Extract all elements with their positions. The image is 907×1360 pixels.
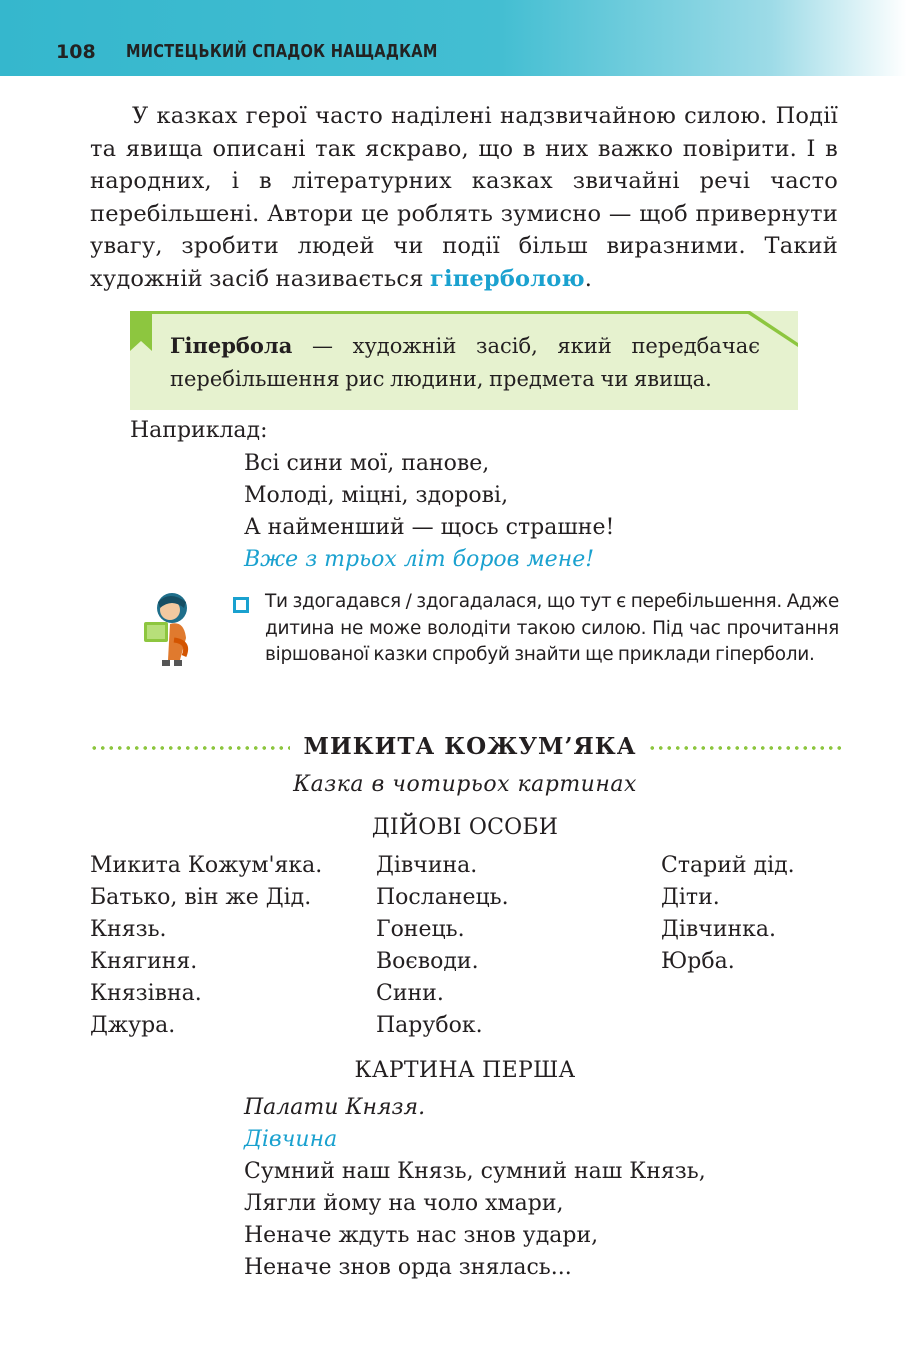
person-item: Дівчина. (376, 853, 478, 878)
intro-paragraph (90, 100, 838, 296)
person-item: Діти. (661, 885, 720, 910)
intro-end: . (584, 265, 593, 292)
person-item: Княгиня. (90, 949, 198, 974)
page-header (0, 0, 907, 76)
poem-line: Всі сини мої, панове, (244, 451, 490, 476)
person-item: Джура. (90, 1013, 176, 1038)
note-bullet-icon (233, 597, 249, 613)
dotted-divider-left (90, 746, 290, 750)
definition-text (170, 329, 760, 396)
scene-text (244, 1092, 706, 1284)
scene-heading: КАРТИНА ПЕРША (354, 1058, 576, 1083)
definition-term: Гіпербола (170, 333, 293, 358)
example-label: Наприклад: (130, 418, 268, 443)
poem-line-highlight: Вже з трьох літ боров мене! (244, 547, 595, 572)
person-item: Сини. (376, 981, 444, 1006)
note-text: Ти здогадався / здогадалася, що тут є перебільшення. Адже дитина не може володіти такою силою. Під час прочитання віршованої казки спробуй знайти ще приклади гіперболи. (265, 591, 839, 665)
person-item: Князівна. (90, 981, 202, 1006)
person-item: Микита Кожум'яка. (90, 853, 323, 878)
definition-body: — художній засіб, який передбачає перебільшення рис людини, предмета чи явища. (170, 334, 760, 391)
speaker-name: Дівчина (244, 1127, 338, 1152)
term-highlight: гіперболою (429, 265, 585, 292)
play-subtitle: Казка в чотирьох картинах (293, 772, 637, 797)
stage-direction: Палати Князя. (244, 1095, 426, 1120)
poem-line: Молоді, міцні, здорові, (244, 483, 509, 508)
person-item: Батько, він же Дід. (90, 885, 312, 910)
page-number: 108 (56, 41, 96, 63)
verse-line: Лягли йому на чоло хмари, (244, 1191, 564, 1216)
persons-heading: ДІЙОВІ ОСОБИ (371, 815, 559, 840)
definition-box (130, 311, 798, 410)
persons-column-3 (661, 850, 795, 978)
verse-line: Неначе ждуть нас знов удари, (244, 1223, 599, 1248)
play-title: МИКИТА КОЖУМ’ЯКА (303, 733, 637, 760)
persons-column-1 (90, 850, 322, 1042)
person-item: Гонець. (376, 917, 465, 942)
section-title: МИСТЕЦЬКИЙ СПАДОК НАЩАДКАМ (126, 41, 438, 62)
example-poem (244, 448, 614, 576)
reading-character-icon (140, 590, 196, 668)
verse-line: Сумний наш Князь, сумний наш Князь, (244, 1159, 706, 1184)
person-item: Старий дід. (661, 853, 795, 878)
verse-line: Неначе знов орда знялась... (244, 1255, 572, 1280)
persons-column-2 (376, 850, 509, 1042)
poem-line: А найменший — щось страшне! (244, 515, 615, 540)
intro-text: У казках герої часто наділені надзвичайною силою. Події та явища описані так яскраво, що в них важко повірити. І в народних, і в літературних казках звичайні речі часто перебільшені. Автори це роблять зумисно — щоб привернути увагу, зробити людей чи події більш виразними. Такий художній засіб називається (90, 103, 838, 292)
person-item: Воєводи. (376, 949, 479, 974)
person-item: Князь. (90, 917, 167, 942)
person-item: Парубок. (376, 1013, 483, 1038)
person-item: Посланець. (376, 885, 509, 910)
person-item: Юрба. (661, 949, 735, 974)
person-item: Дівчинка. (661, 917, 777, 942)
dotted-divider-right (648, 746, 842, 750)
